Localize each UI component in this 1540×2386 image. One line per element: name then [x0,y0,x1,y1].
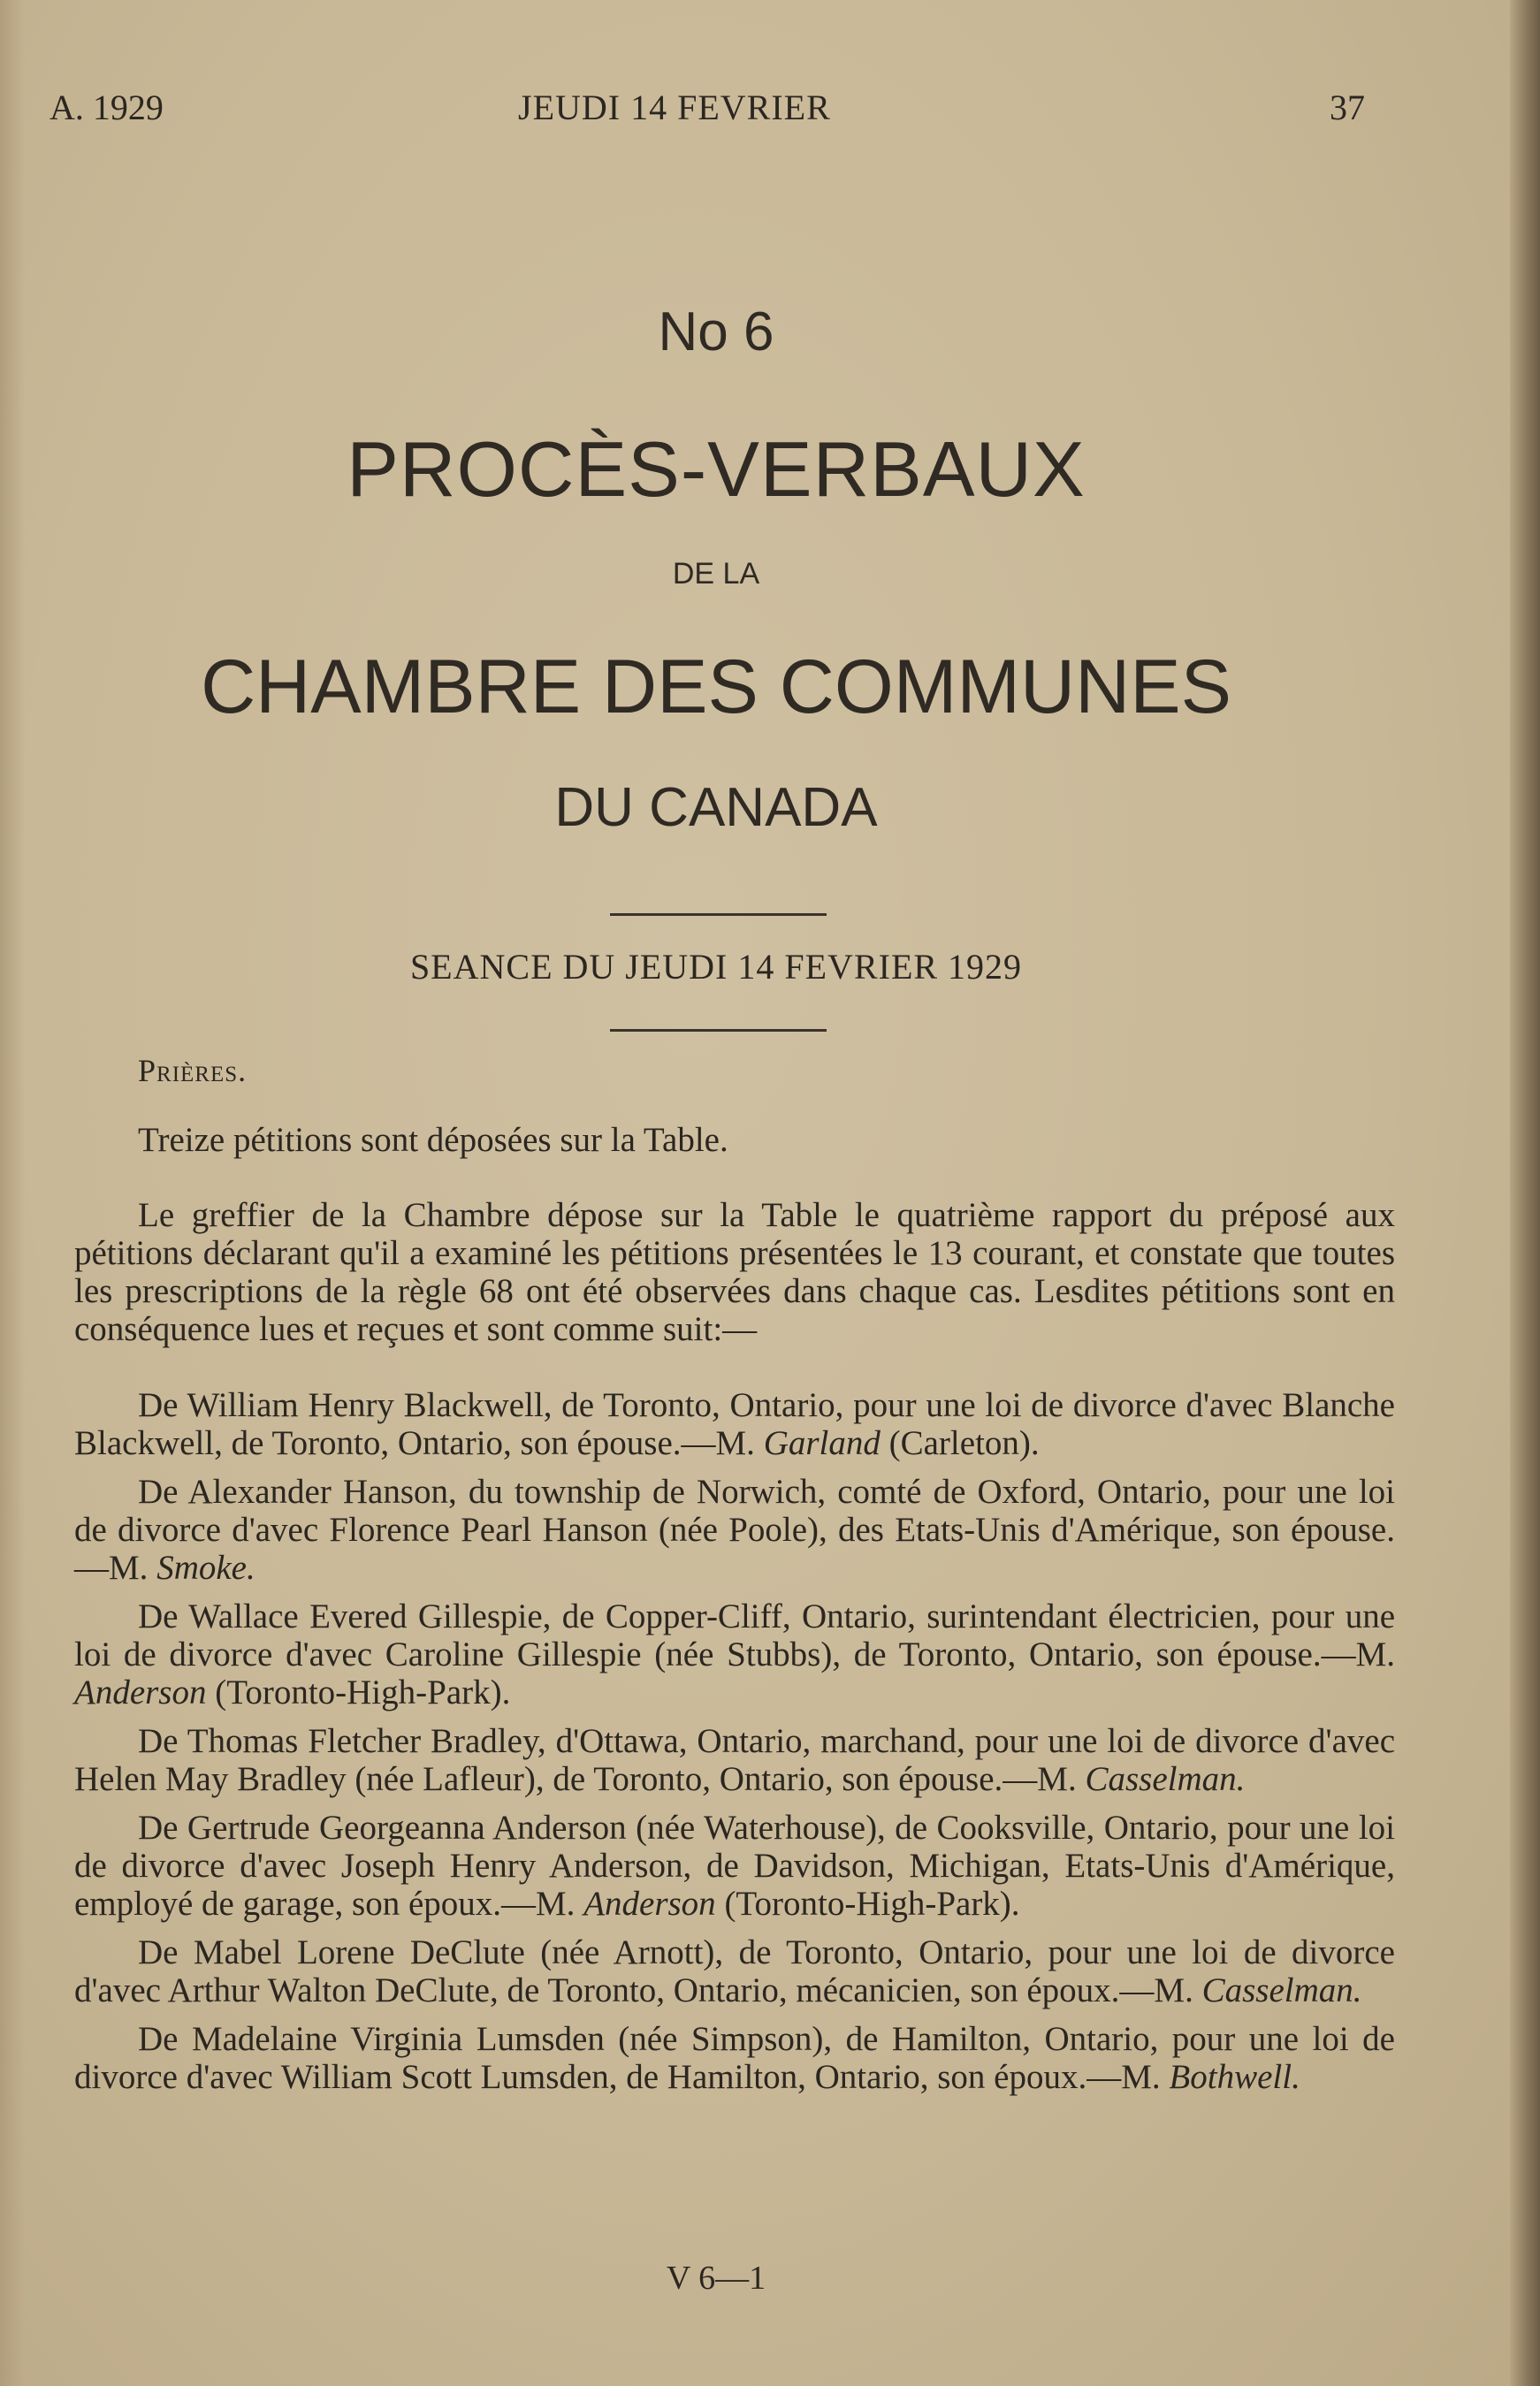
petition-sponsor: Anderson [74,1673,207,1711]
petition-sponsor: Garland [763,1424,881,1462]
petition-text: De Wallace Evered Gillespie, de Copper-Cliff, Ontario, surintendant électricien, pour une loi de divorce d'avec Caroline Gillespie (née Stubbs), de Toronto, Ontario, son épouse.—M. [74,1597,1395,1673]
petition-text: De Madelaine Virginia Lumsden (née Simpson), de Hamilton, Ontario, pour une loi de divorce d'avec William Scott Lumsden, de Hamilton, Ontario, son époux.—M. [74,2020,1395,2096]
prieres-heading: Prières. [138,1053,248,1088]
petition-item [74,1933,1395,2009]
petition-text: De Alexander Hanson, du township de Norwich, comté de Oxford, Ontario, pour une loi de divorce d'avec Florence Pearl Hanson (née Poole), des Etats-Unis d'Amérique, son épouse.—M. [74,1473,1395,1587]
running-head-date: JEUDI 14 FEVRIER [518,88,831,127]
petition-suffix: (Carleton). [880,1424,1040,1462]
petition-sponsor: Bothwell. [1169,2058,1300,2096]
title-du-canada: DU CANADA [554,777,878,838]
session-heading: SEANCE DU JEUDI 14 FEVRIER 1929 [409,947,1023,987]
book-spine-edge [1510,0,1540,2386]
petition-suffix: (Toronto-High-Park). [206,1673,511,1711]
running-head-year: A. 1929 [50,88,164,127]
printer-signature-mark: V 6—1 [666,2260,766,2297]
petition-text: De Mabel Lorene DeClute (née Arnott), de Toronto, Ontario, pour une loi de divorce d'avec Arthur Walton DeClute, de Toronto, Ontario, mécanicien, son époux.—M. [74,1933,1395,2009]
petition-suffix: (Toronto-High-Park). [715,1885,1020,1923]
petition-item [74,1473,1395,1587]
petition-sponsor: Casselman. [1201,1971,1362,2009]
petition-text: De Thomas Fletcher Bradley, d'Ottawa, Ontario, marchand, pour une loi de divorce d'avec Helen May Bradley (née Lafleur), de Toronto, Ontario, son épouse.—M. [74,1722,1395,1798]
issue-number: No 6 [658,301,774,362]
petition-list [74,1386,1395,2107]
title-de-la: DE LA [672,557,760,591]
petition-item [74,2020,1395,2096]
petition-text: De Gertrude Georgeanna Anderson (née Waterhouse), de Cooksville, Ontario, pour une loi de divorce d'avec Joseph Henry Anderson, de Davidson, Michigan, Etats-Unis d'Amérique, employé de garage, son époux.—M. [74,1809,1395,1923]
paragraph-treize-text: Treize pétitions sont déposées sur la Table. [138,1121,728,1159]
divider-top [610,913,827,916]
petition-item [74,1809,1395,1923]
paragraph-greffier-text: Le greffier de la Chambre dépose sur la Table le quatrième rapport du préposé aux pétitions déclarant qu'il a examiné les pétitions présentées le 13 courant, et constate que toutes les prescriptions de la règle 68 ont été observées dans chaque cas. Lesdites pétitions sont en conséquence lues et reçues et sont comme suit:— [74,1196,1395,1348]
divider-bottom [610,1029,827,1032]
petition-item [74,1597,1395,1711]
petition-item [74,1722,1395,1798]
petition-text: De William Henry Blackwell, de Toronto, Ontario, pour une loi de divorce d'avec Blanche Blackwell, de Toronto, Ontario, son épouse.—M. [74,1386,1395,1462]
petition-item [74,1386,1395,1462]
title-proces-verbaux: PROCÈS-VERBAUX [347,425,1086,513]
petition-sponsor: Anderson [583,1885,716,1923]
paragraph-treize [74,1121,1395,1159]
petition-sponsor: Casselman. [1085,1760,1246,1798]
title-chambre-des-communes: CHAMBRE DES COMMUNES [201,644,1231,729]
page-number: 37 [1330,88,1365,127]
petition-sponsor: Smoke. [156,1549,255,1587]
running-head [0,87,1540,140]
paragraph-greffier [74,1196,1395,1348]
